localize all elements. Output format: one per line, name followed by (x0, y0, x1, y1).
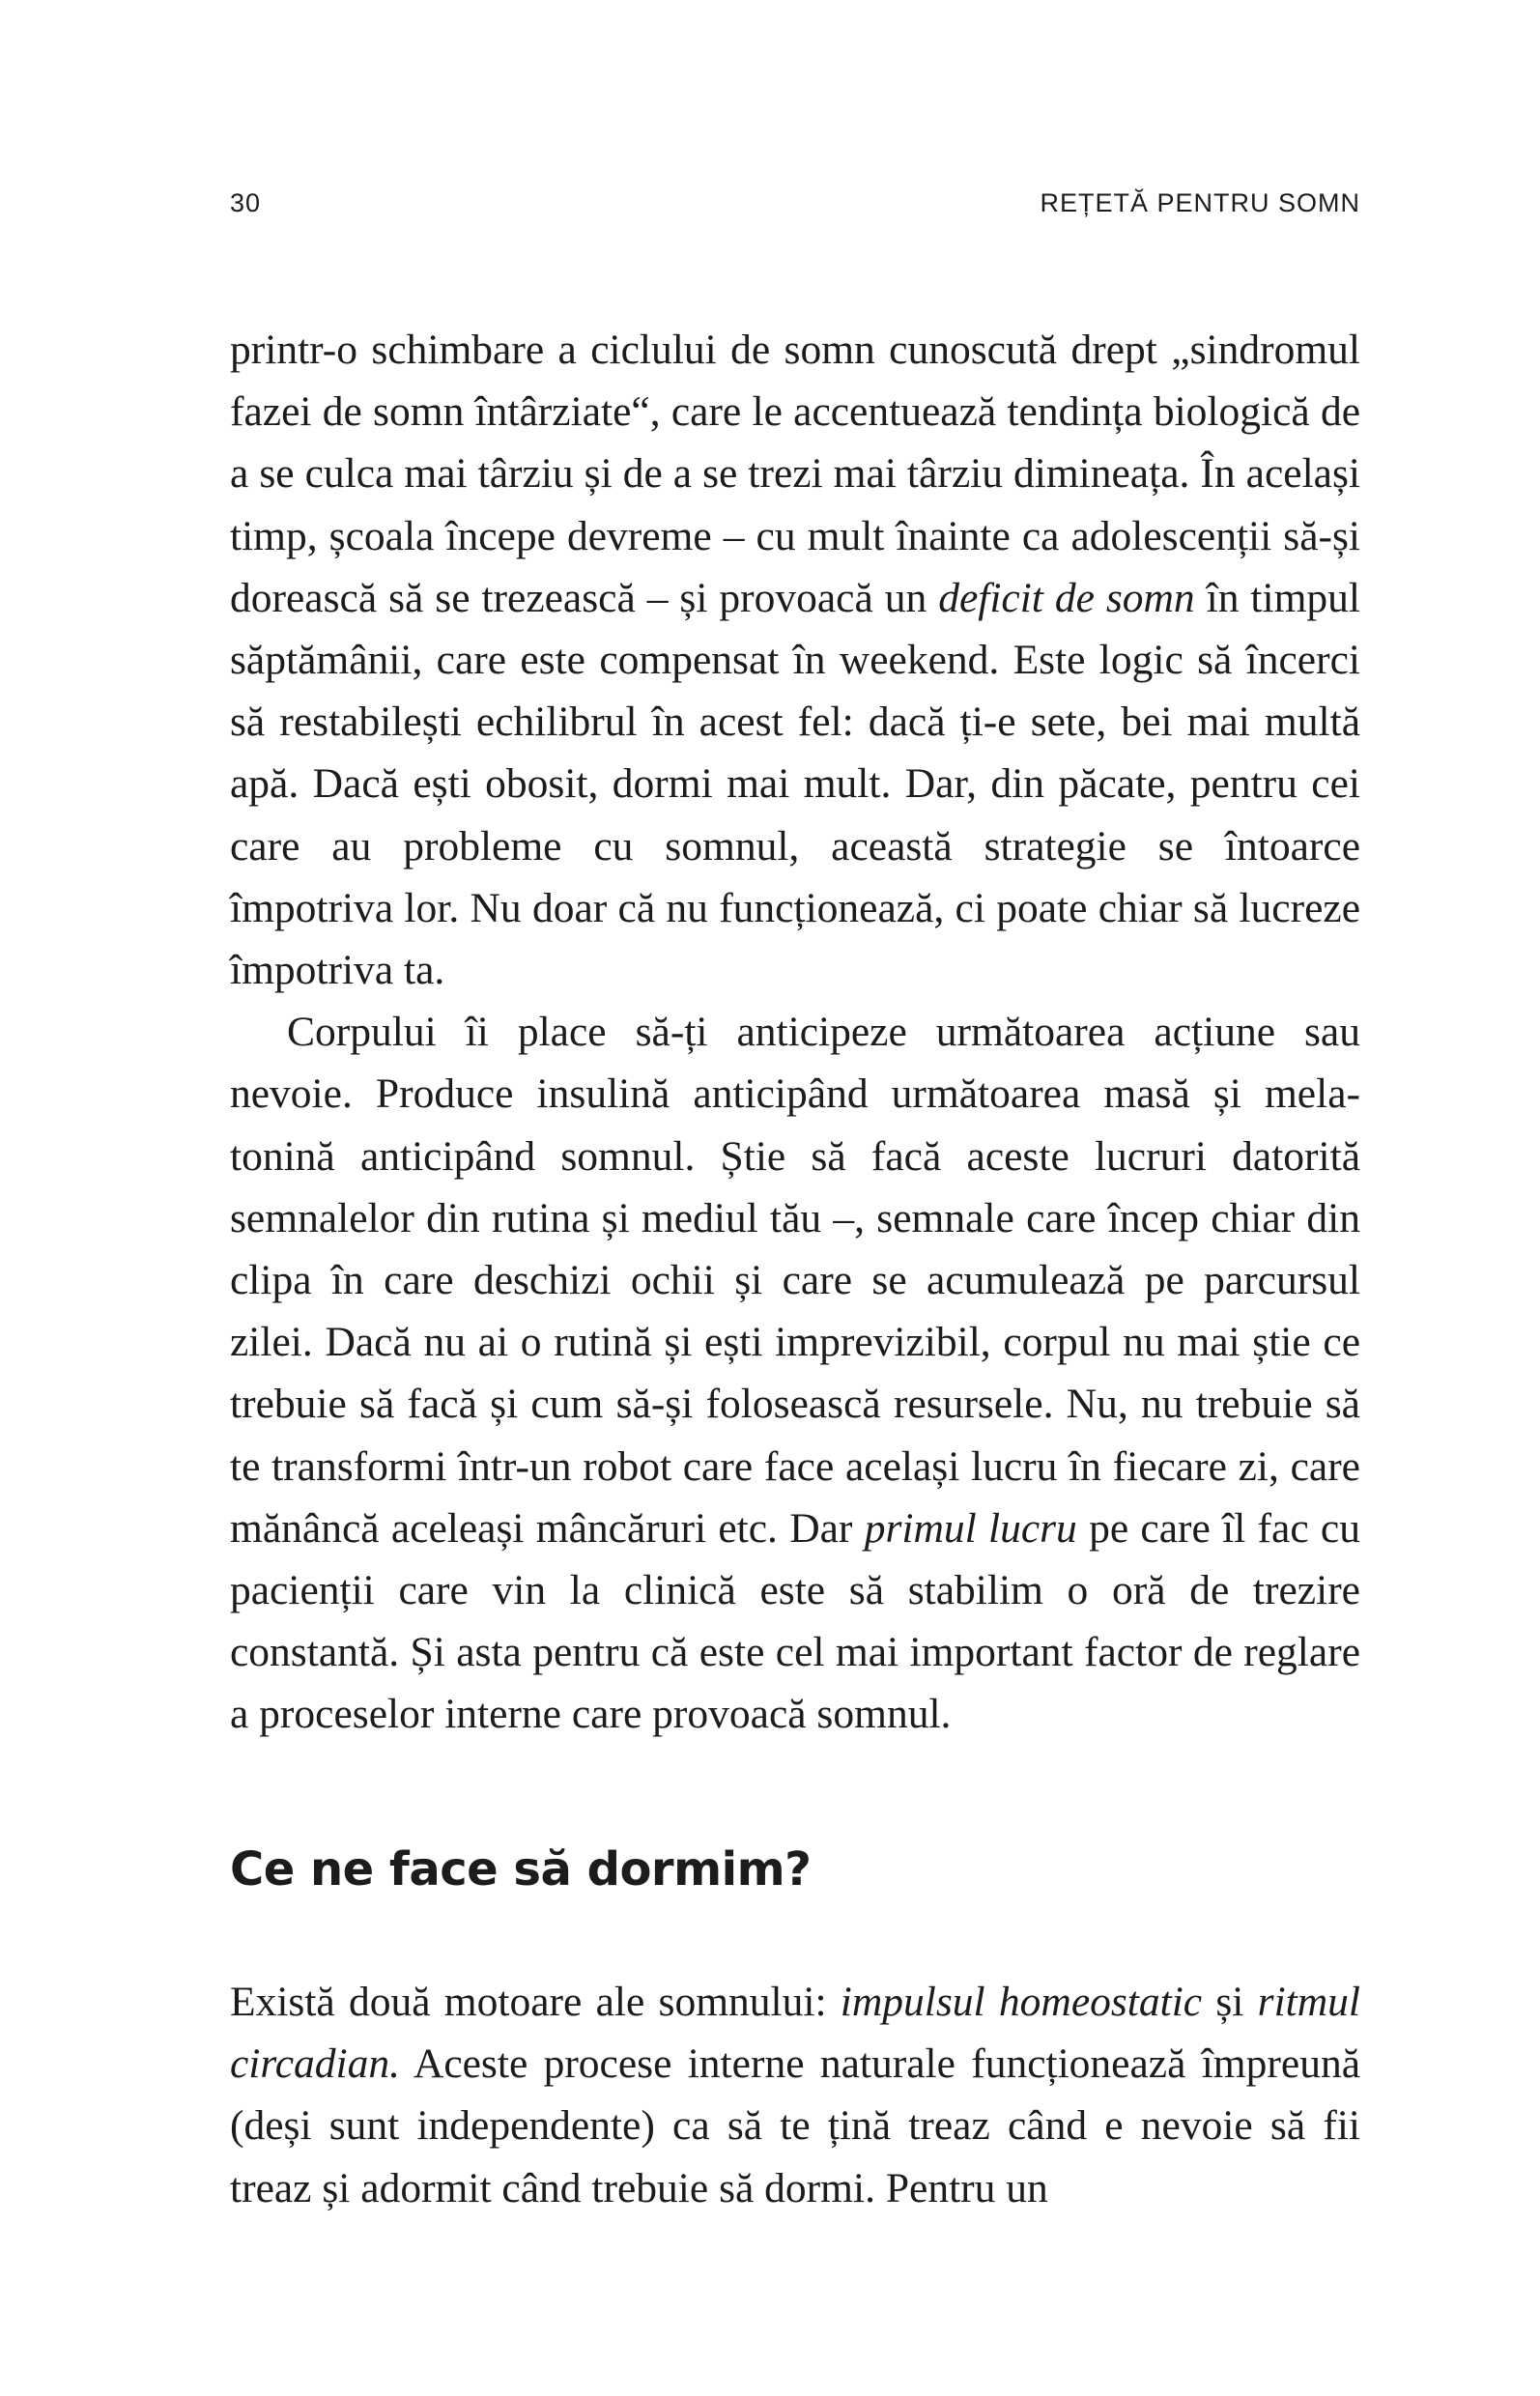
paragraph-3-text-a: Există două motoare ale somnului: (230, 1979, 841, 2025)
paragraph-2-text-a: Corpului îi place să-ți anticipeze următoarea acțiune sau nevoie. Produce insulină anticipând următoarea masă și melatonină anticipând somnul. Știe să facă aceste lucruri datorită semnalelor din rutina și mediul tău –, semnale care încep chiar din clipa în care deschizi ochii și care se acumulează pe parcursul zilei. Dacă nu ai o rutină și ești imprevizibil, corpul nu mai știe ce trebuie să facă și cum să-și folosească resursele. Nu, nu trebuie să te transformi într-un robot care face același lucru în fiecare zi, care mănâncă aceleași mâncăruri etc. Dar (230, 1009, 1360, 1552)
paragraph-3-emphasis-a: impulsul homeostatic (840, 1979, 1203, 2025)
page-number: 30 (230, 187, 262, 217)
section-text (230, 1971, 1360, 2219)
paragraph-3-text-b: și (1202, 1979, 1258, 2025)
paragraph-1-text-b: în timpul săptămânii, care este compensat în weekend. Este logic să încerci să restabilești echilibrul în acest fel: dacă ți-e sete, bei mai multă apă. Dacă ești obosit, dormi mai mult. Dar, din păcate, pentru cei care au probleme cu somnul, această strategie se întoarce împotriva lor. Nu doar că nu funcționează, ci poate chiar să lucreze împotriva ta. (230, 574, 1361, 994)
paragraph-2 (230, 1001, 1360, 1745)
paragraph-1-text-a: printr-o schimbare a ciclului de somn cunoscută drept „sindromul fazei de somn întârziate“, care le accentuează tendința biologică de a se culca mai târziu și de a se trezi mai târziu dimineața. În același timp, școala începe devreme – cu mult înainte ca adolescenții să-și dorească să se trezească – și provoacă un (230, 327, 1360, 621)
running-header (230, 184, 1360, 222)
paragraph-3-emphasis-b: ritmul circadian. (230, 1979, 1361, 2088)
paragraph-1-emphasis: deficit de somn (938, 574, 1195, 621)
paragraph-2-emphasis: primul lucru (864, 1504, 1077, 1552)
running-title: REȚETĂ PENTRU SOMN (1040, 187, 1360, 217)
paragraph-2-text-b: pe care îl fac cu pacienții care vin la clinică este să stabilim o oră de trezire constantă. Și asta pentru că este cel mai important factor de reglare a proceselor interne care provoacă somnul. (230, 1504, 1360, 1738)
main-text (230, 319, 1360, 1746)
paragraph-3 (230, 1971, 1360, 2219)
paragraph-3-text-c: Aceste procese interne naturale funcționează împreună (deși sunt independente) ca să te țină treaz când e nevoie să fii treaz și adormit când trebuie să dormi. Pentru un (230, 2040, 1360, 2211)
section-heading: Ce ne face să dormim? (230, 1842, 812, 1897)
paragraph-1 (230, 319, 1360, 1001)
